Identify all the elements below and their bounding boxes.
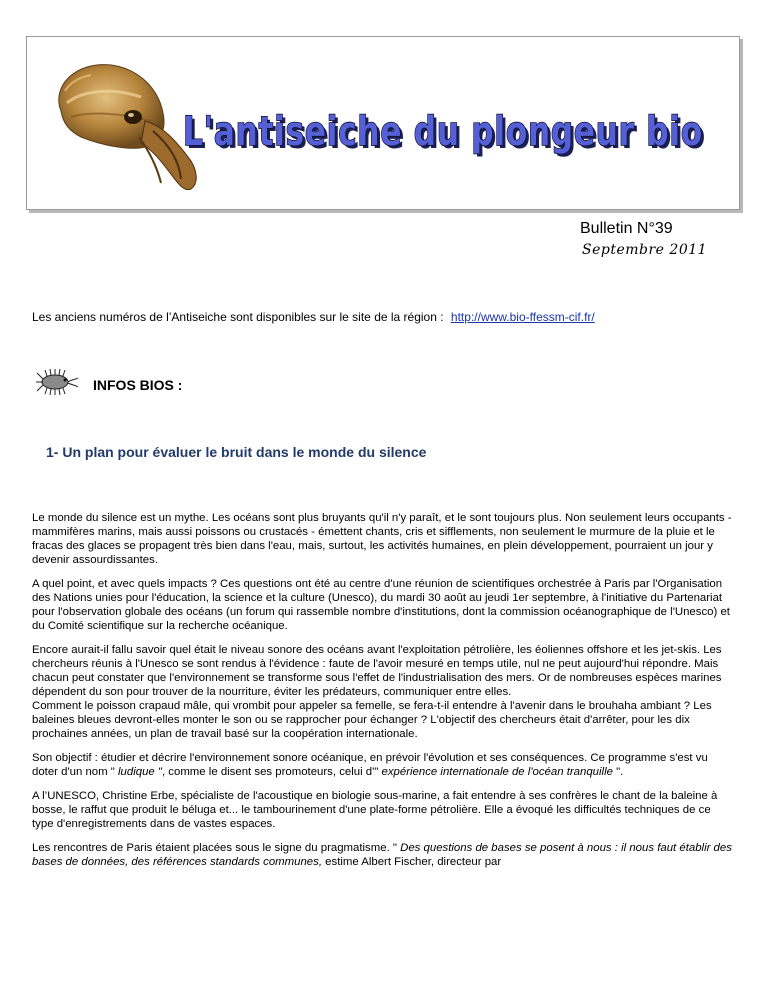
p7-part-b: Des questions de bases se posent à nous : il nous faut établir des bases de données, des références standards communes, — [32, 842, 732, 868]
header-banner — [26, 36, 740, 210]
p5-part-d: expérience internationale de l'océan tranquille — [378, 766, 613, 778]
article-body — [32, 511, 732, 879]
article-title: 1- Un plan pour évaluer le bruit dans le monde du silence — [46, 444, 427, 460]
section-heading: INFOS BIOS : — [93, 377, 183, 393]
paragraph-6: A l’UNESCO, Christine Erbe, spécialiste de l'acoustique en biologie sous-marine, a fait entendre à ses confrères le chant de la baleine à bosse, le raffut que produit le béluga et... le tambourinement d'une plate-forme pétrolière. Elle a évoqué les difficultés techniques de ce type d'enregistrements dans de vastes espaces. — [32, 790, 718, 830]
banner-title-text: L'antiseiche du plongeur bio — [183, 109, 703, 155]
sea-creature-icon — [35, 367, 79, 397]
paragraph-1: Le monde du silence est un mythe. Les océans sont plus bruyants qu'il n'y paraît, et le sont toujours plus. Non seulement leurs occupants - mammifères marins, mais aussi poissons ou crustacés - émettent chants, cris et sifflements, non seulement le murmure de la pluie et le fracas des glaces se propagent très bien dans l'eau, mais, surtout, les activités humaines, en plein développement, pourraient un jour y devenir assourdissantes. — [32, 512, 732, 566]
p5-part-b: ludique " — [114, 766, 162, 778]
paragraph-2: A quel point, et avec quels impacts ? Ces questions ont été au centre d'une réunion de scientifiques orchestrée à Paris par l'Organisation des Nations unies pour l'éducation, la science et la culture (Unesco), du mardi 30 août au jeudi 1er septembre, à l'initiative du Partenariat pour l'observation globale des océans (un forum qui rassemble nombre d'institutions, dont la commission océanographique de l'Unesco) et du Comité scientifique sur la recherche océanique. — [32, 578, 730, 632]
banner-title — [177, 89, 722, 169]
bulletin-date: Septembre 2011 — [582, 242, 708, 258]
p7-part-c: estime Albert Fischer, directeur par — [322, 856, 502, 868]
paragraph-4: Comment le poisson crapaud mâle, qui vrombit pour appeler sa femelle, se fera-t-il entendre à l'avenir dans le brouhaha ambiant ? Les baleines bleues devront-elles monter le son ou se rapprocher pour échanger ? L'objectif des chercheurs était d'arrêter, pour les dix prochaines années, un plan de travail basé sur la coopération internationale. — [32, 700, 712, 740]
paragraph-5 — [32, 751, 732, 779]
p5-part-c: , comme le disent ses promoteurs, celui d'" — [161, 766, 379, 778]
p5-part-a: Son objectif : étudier et décrire l'environnement sonore océanique, en prévoir l'évolution et ses conséquences. Ce programme s'est vu doter d'un nom " — [32, 752, 708, 778]
paragraph-3: Encore aurait-il fallu savoir quel était le niveau sonore des océans avant l'exploitation pétrolière, les éoliennes offshore et les jet-skis. Les chercheurs réunis à l'Unesco se sont rendus à l'évidence : faute de l'avoir mesuré en temps utile, nul ne peut aujourd'hui répondre. Mais chacun peut constater que l'environnement se transforme sous l'effet de l'industrialisation des mers. Or de nombreuses espèces marines dépendent du son pour trouver de la nourriture, éviter les prédateurs, communiquer entre elles. — [32, 644, 722, 698]
p7-part-a: Les rencontres de Paris étaient placées sous le signe du pragmatisme. " — [32, 842, 397, 854]
svg-text:L'antiseiche du plongeur bio: L'antiseiche du plongeur bio — [186, 112, 706, 158]
bulletin-number: Bulletin N°39 — [580, 220, 673, 237]
p5-part-e: ". — [612, 766, 624, 778]
archive-text: Les anciens numéros de l’Antiseiche sont disponibles sur le site de la région : — [32, 310, 444, 324]
archive-link[interactable]: http://www.bio-ffessm-cif.fr/ — [450, 310, 595, 324]
archive-notice — [32, 310, 595, 324]
paragraph-7 — [32, 841, 732, 869]
